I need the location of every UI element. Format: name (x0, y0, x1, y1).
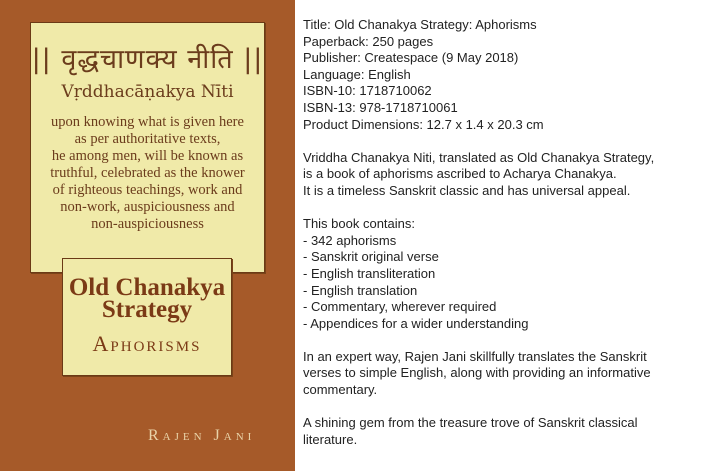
book-cover (0, 0, 295, 471)
description-line: A shining gem from the treasure trove of Sanskrit classical (303, 415, 638, 431)
detail-title: Title: Old Chanakya Strategy: Aphorisms (303, 17, 537, 32)
contents-item: - Appendices for a wider understanding (303, 315, 529, 331)
detail-language: Language: English (303, 66, 411, 82)
cover-top-panel (30, 22, 265, 273)
contents-item: - English transliteration (303, 265, 436, 281)
cover-title-panel (62, 258, 232, 376)
detail-isbn13: ISBN-13: 978-1718710061 (303, 99, 458, 115)
description-line: literature. (303, 431, 358, 447)
cover-verse: upon knowing what is given here as per authoritative texts, he among men, will be known as truthful, celebrated as the knower of righteous teachings, work and non-work, auspiciousness and non-auspiciousness (50, 114, 245, 232)
description-line: commentary. (303, 382, 378, 398)
cover-author: Rajen Jani (148, 427, 256, 444)
book-title: Old Chanakya Strategy (68, 274, 226, 323)
contents-item: - Sanskrit original verse (303, 249, 439, 265)
contents-heading: This book contains: (303, 216, 416, 232)
description-line: It is a timeless Sanskrit classic and has universal appeal. (303, 182, 631, 198)
contents-item: - Commentary, wherever required (303, 299, 497, 315)
spacer (303, 200, 713, 217)
description-line: verses to simple English, along with providing an informative (303, 365, 651, 381)
spacer (303, 399, 713, 416)
spacer (303, 332, 713, 349)
description-line: Vriddha Chanakya Niti, translated as Old Chanakya Strategy, (303, 149, 655, 165)
devanagari-title: || वृद्धचाणक्य नीति || (31, 44, 264, 75)
book-subtitle: Aphorisms (92, 331, 202, 356)
transliterated-title: Vṛddhacāṇakya Nīti (61, 82, 234, 102)
book-details (303, 17, 713, 448)
description-line: is a book of aphorisms ascribed to Acharya Chanakya. (303, 166, 617, 182)
contents-item: - English translation (303, 282, 418, 298)
detail-dimensions: Product Dimensions: 12.7 x 1.4 x 20.3 cm (303, 116, 544, 132)
description-line: In an expert way, Rajen Jani skillfully translates the Sanskrit (303, 348, 647, 364)
detail-publisher: Publisher: Createspace (9 May 2018) (303, 50, 519, 66)
spacer (303, 133, 713, 150)
detail-isbn10: ISBN-10: 1718710062 (303, 83, 432, 99)
contents-item: - 342 aphorisms (303, 232, 397, 248)
detail-paperback: Paperback: 250 pages (303, 33, 434, 49)
